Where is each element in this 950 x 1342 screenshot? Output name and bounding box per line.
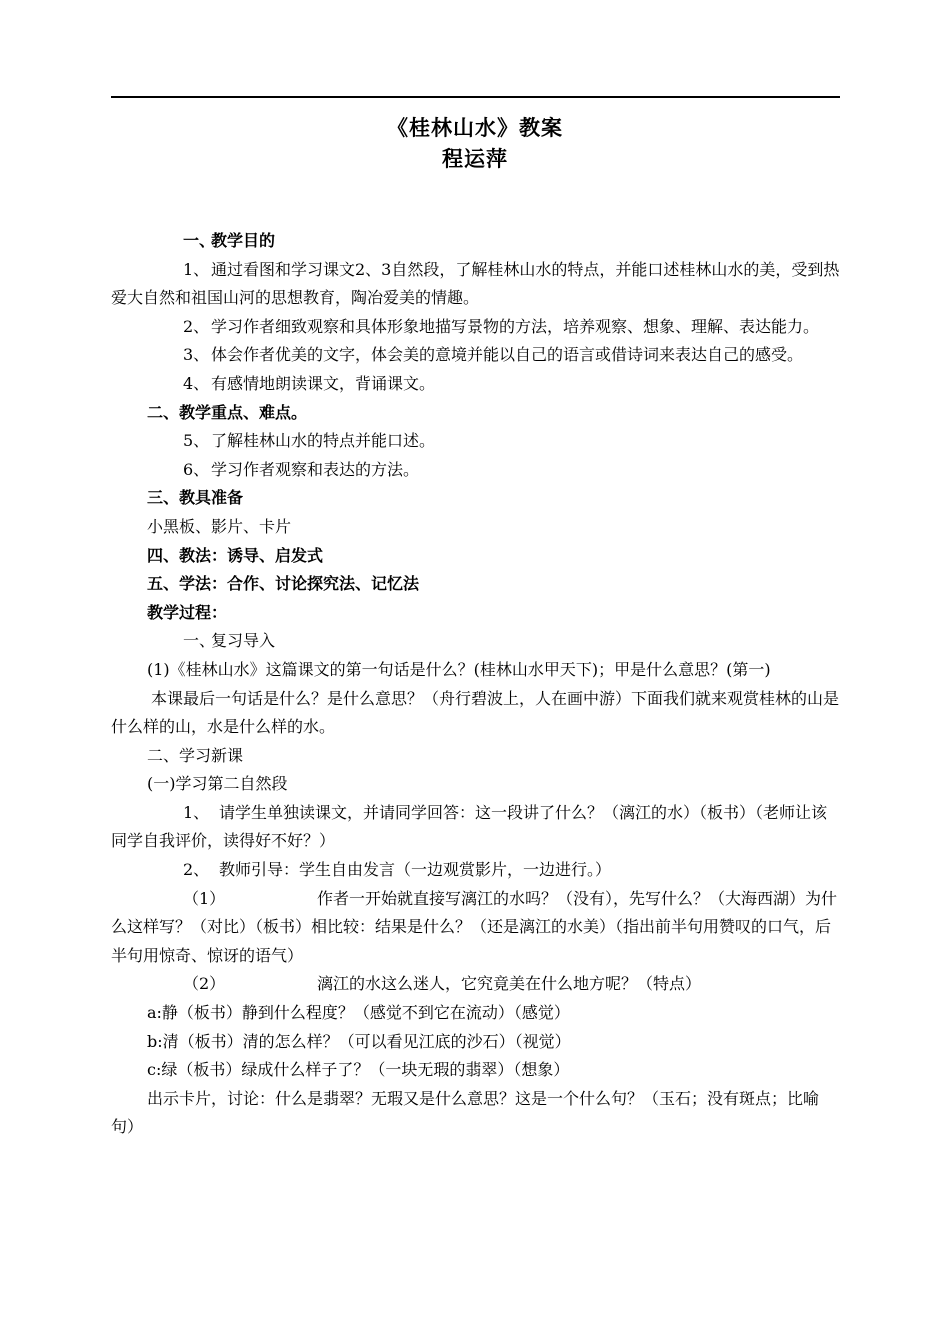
list-item: 4、 有感情地朗读课文，背诵课文。	[183, 373, 436, 393]
list-item: 6、 学习作者观察和表达的方法。	[183, 459, 420, 479]
list-item: （2） 漓江的水这么迷人，它究竟美在什么地方呢？（特点）	[183, 974, 702, 994]
author-name: 程运萍	[442, 146, 508, 171]
paragraph: (1)《桂林山水》这篇课文的第一句话是什么？(桂林山水甲天下)；甲是什么意思？(第一)	[147, 659, 771, 679]
paragraph: a:静（板书）静到什么程度？（感觉不到它在流动）（感觉）	[147, 1003, 570, 1023]
paragraph: b:清（板书）清的怎么样？（可以看见江底的沙石）（视觉）	[147, 1031, 571, 1051]
section-heading: 二、教学重点、难点。	[147, 402, 308, 422]
section-heading: 五、学法：合作、讨论探究法、记忆法	[147, 574, 420, 594]
paragraph: 小黑板、影片、卡片	[147, 516, 292, 536]
list-item: 5、 了解桂林山水的特点并能口述。	[183, 431, 436, 451]
section-heading: 四、教法：诱导、启发式	[147, 545, 324, 565]
list-item: 2、 学习作者细致观察和具体形象地描写景物的方法，培养观察、想象、理解、表达能力。	[183, 316, 820, 336]
section-heading: 一、教学目的	[183, 231, 276, 250]
section-heading: 教学过程：	[147, 602, 228, 622]
list-item: 1、 请学生单独读课文，并请同学回答：这一段讲了什么？（漓江的水）（板书）（老师让该同学自我评价，读得好不好？）	[111, 802, 828, 851]
list-item: 2、 教师引导：学生自由发言（一边观赏影片，一边进行。）	[183, 860, 612, 880]
sub-heading: (一)学习第二自然段	[147, 774, 288, 794]
list-item: （1） 作者一开始就直接写漓江的水吗？（没有），先写什么？（大海西湖）为什么这样写？（对比）（板书）相比较：结果是什么？（还是漓江的水美）（指出前半句用赞叹的口气，后半句用惊奇、惊讶的语气）	[111, 888, 838, 965]
step-heading: 二、学习新课	[147, 745, 244, 765]
paragraph: 本课最后一句话是什么？是什么意思？（舟行碧波上，人在画中游）下面我们就来观赏桂林的山是什么样的山，水是什么样的水。	[111, 688, 840, 737]
paragraph: c:绿（板书）绿成什么样子了？（一块无瑕的翡翠）（想象）	[147, 1060, 570, 1080]
section-heading: 三、教具准备	[147, 488, 244, 508]
list-item: 1、 通过看图和学习课文2、3自然段，了解桂林山水的特点，并能口述桂林山水的美，受到热爱大自然和祖国山河的思想教育，陶冶爱美的情趣。	[111, 259, 840, 308]
document-title: 《桂林山水》教案	[387, 115, 563, 140]
step-heading: 一、复习导入	[183, 631, 276, 651]
document-body	[111, 227, 840, 1142]
paragraph: 出示卡片，讨论：什么是翡翠？无瑕又是什么意思？这是一个什么句？（玉石；没有斑点；比喻句）	[111, 1088, 820, 1137]
list-item: 3、 体会作者优美的文字，体会美的意境并能以自己的语言或借诗词来表达自己的感受。	[183, 345, 804, 365]
header-rule	[111, 96, 840, 98]
